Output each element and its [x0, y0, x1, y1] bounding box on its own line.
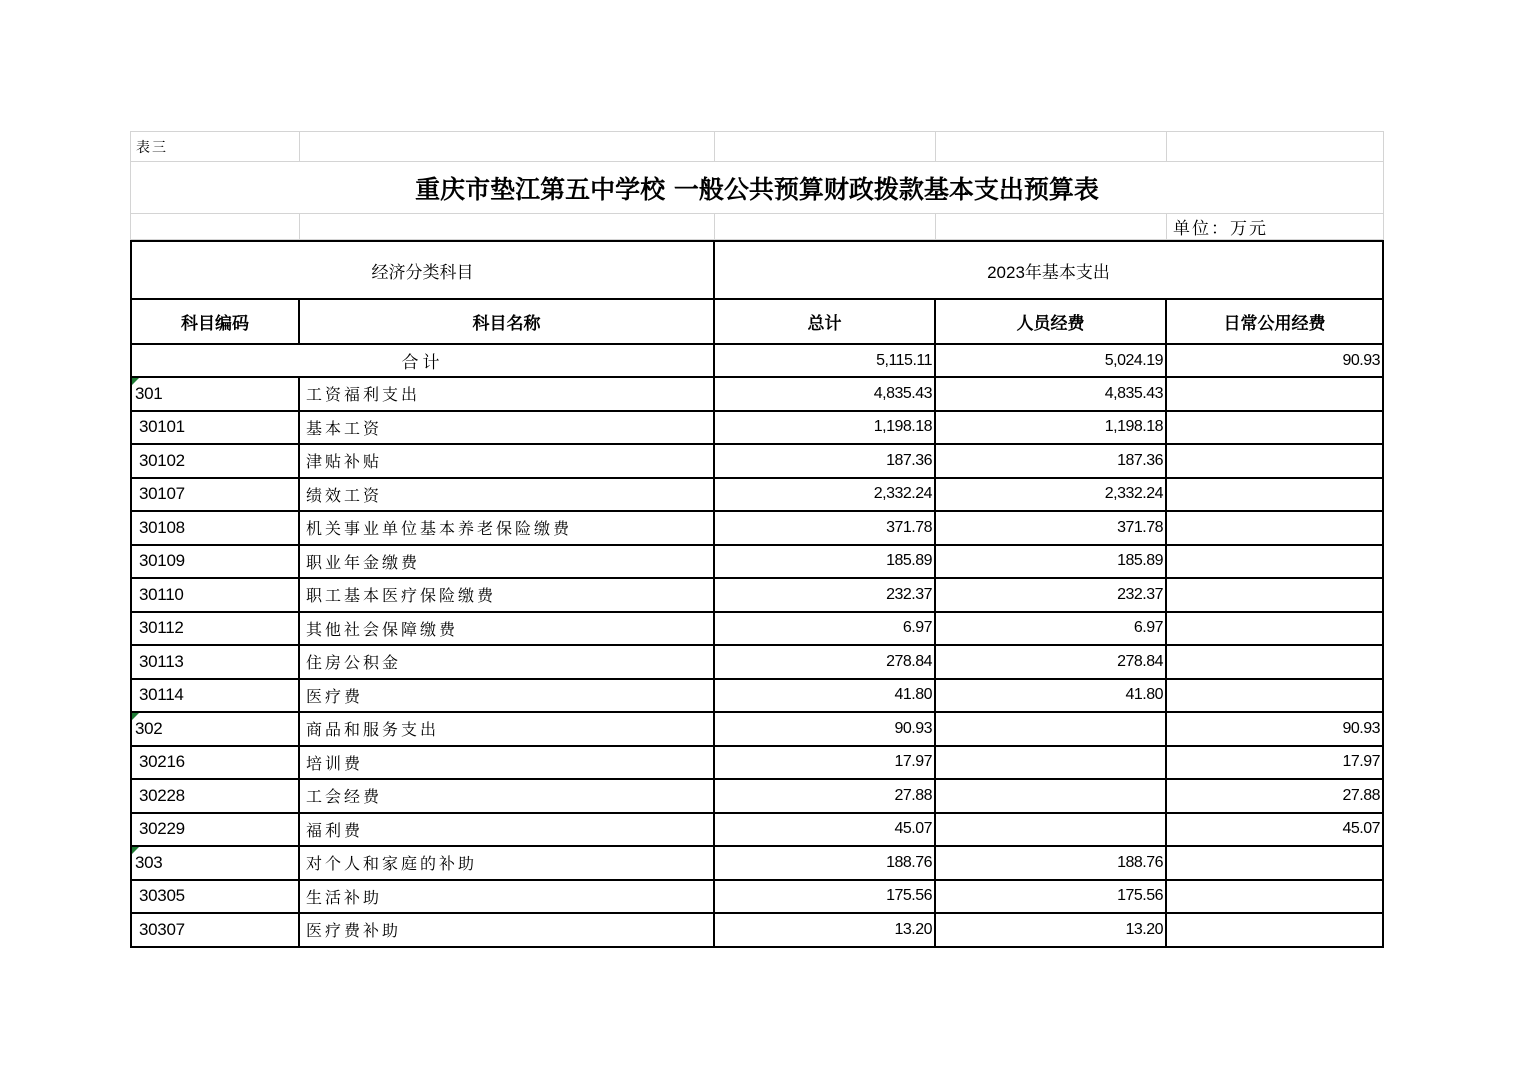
row-code: 30114: [130, 680, 300, 714]
table-label: 表三: [130, 132, 300, 162]
row-code: 30229: [130, 814, 300, 848]
cell-note-marker: [132, 378, 139, 385]
row-public: [1167, 881, 1384, 915]
row-code: 303: [130, 847, 300, 881]
unit-label: 单位：万元: [1167, 214, 1384, 240]
econ-class-header: 经济分类科目: [130, 240, 715, 300]
row-total: 175.56: [715, 881, 936, 915]
row-total: 4,835.43: [715, 378, 936, 412]
page-title: 重庆市垫江第五中学校 一般公共预算财政拨款基本支出预算表: [130, 162, 1384, 214]
row-code: 30112: [130, 613, 300, 647]
row-public: [1167, 680, 1384, 714]
row-name: 生活补助: [300, 881, 715, 915]
total-personnel: 5,024.19: [936, 345, 1167, 378]
budget-sheet: [130, 131, 1384, 948]
row-personnel: 188.76: [936, 847, 1167, 881]
row-public: [1167, 579, 1384, 613]
row-personnel: [936, 814, 1167, 848]
row-public: [1167, 378, 1384, 412]
code-header: 科目编码: [130, 300, 300, 345]
row-personnel: 278.84: [936, 646, 1167, 680]
row-public: 45.07: [1167, 814, 1384, 848]
row-total: 13.20: [715, 914, 936, 948]
row-total: 1,198.18: [715, 412, 936, 446]
row-name: 福利费: [300, 814, 715, 848]
table-row: [130, 780, 1384, 814]
empty-cell: [715, 132, 936, 162]
row-total: 278.84: [715, 646, 936, 680]
row-personnel: 4,835.43: [936, 378, 1167, 412]
name-header: 科目名称: [300, 300, 715, 345]
row-total: 45.07: [715, 814, 936, 848]
public-header: 日常公用经费: [1167, 300, 1384, 345]
empty-cell: [715, 214, 936, 240]
row-total: 232.37: [715, 579, 936, 613]
row-code: 30305: [130, 881, 300, 915]
table-row: [130, 412, 1384, 446]
row-public: [1167, 445, 1384, 479]
cell-note-marker: [132, 713, 139, 720]
year-expense-header: 2023年基本支出: [715, 240, 1384, 300]
row-total: 185.89: [715, 546, 936, 580]
total-value: 5,115.11: [715, 345, 936, 378]
empty-cell: [936, 214, 1167, 240]
total-public: 90.93: [1167, 345, 1384, 378]
row-public: 17.97: [1167, 747, 1384, 781]
row-personnel: 2,332.24: [936, 479, 1167, 513]
empty-cell: [300, 214, 715, 240]
row-code: 30110: [130, 579, 300, 613]
row-public: [1167, 546, 1384, 580]
note-row: [130, 131, 1384, 162]
row-total: 17.97: [715, 747, 936, 781]
row-code: 30109: [130, 546, 300, 580]
row-code: 30102: [130, 445, 300, 479]
data-rows: [130, 378, 1384, 948]
table-row: [130, 646, 1384, 680]
row-name: 对个人和家庭的补助: [300, 847, 715, 881]
row-personnel: 371.78: [936, 512, 1167, 546]
row-public: [1167, 847, 1384, 881]
row-code: 301: [130, 378, 300, 412]
empty-cell: [130, 214, 300, 240]
personnel-header: 人员经费: [936, 300, 1167, 345]
row-name: 职工基本医疗保险缴费: [300, 579, 715, 613]
unit-row: [130, 214, 1384, 240]
header-row-2: [130, 300, 1384, 345]
row-public: [1167, 914, 1384, 948]
row-personnel: 41.80: [936, 680, 1167, 714]
row-name: 其他社会保障缴费: [300, 613, 715, 647]
row-name: 医疗费补助: [300, 914, 715, 948]
row-code: 302: [130, 713, 300, 747]
row-total: 371.78: [715, 512, 936, 546]
total-label: 合计: [130, 345, 715, 378]
title-row: [130, 162, 1384, 214]
row-total: 2,332.24: [715, 479, 936, 513]
row-code: 30228: [130, 780, 300, 814]
row-total: 188.76: [715, 847, 936, 881]
row-personnel: [936, 780, 1167, 814]
row-name: 培训费: [300, 747, 715, 781]
row-name: 商品和服务支出: [300, 713, 715, 747]
row-name: 工会经费: [300, 780, 715, 814]
table-row: [130, 579, 1384, 613]
row-total: 187.36: [715, 445, 936, 479]
table-row: [130, 378, 1384, 412]
table-row: [130, 814, 1384, 848]
row-code: 30101: [130, 412, 300, 446]
table-row: [130, 680, 1384, 714]
empty-cell: [936, 132, 1167, 162]
row-total: 27.88: [715, 780, 936, 814]
row-personnel: [936, 747, 1167, 781]
table-row: [130, 445, 1384, 479]
table-row: [130, 479, 1384, 513]
table-row: [130, 914, 1384, 948]
row-code: 30108: [130, 512, 300, 546]
empty-cell: [1167, 132, 1384, 162]
row-public: [1167, 646, 1384, 680]
row-name: 职业年金缴费: [300, 546, 715, 580]
table-row: [130, 613, 1384, 647]
cell-note-marker: [132, 847, 139, 854]
row-public: 27.88: [1167, 780, 1384, 814]
row-code: 30107: [130, 479, 300, 513]
empty-cell: [300, 132, 715, 162]
row-total: 6.97: [715, 613, 936, 647]
row-total: 90.93: [715, 713, 936, 747]
row-personnel: 175.56: [936, 881, 1167, 915]
row-public: [1167, 412, 1384, 446]
row-public: [1167, 479, 1384, 513]
table-row: [130, 847, 1384, 881]
row-personnel: 185.89: [936, 546, 1167, 580]
table-row: [130, 881, 1384, 915]
table-row: [130, 713, 1384, 747]
total-row: [130, 345, 1384, 378]
total-header: 总计: [715, 300, 936, 345]
row-personnel: 232.37: [936, 579, 1167, 613]
row-code: 30307: [130, 914, 300, 948]
row-total: 41.80: [715, 680, 936, 714]
row-personnel: 1,198.18: [936, 412, 1167, 446]
row-name: 医疗费: [300, 680, 715, 714]
row-code: 30216: [130, 747, 300, 781]
row-public: 90.93: [1167, 713, 1384, 747]
row-name: 机关事业单位基本养老保险缴费: [300, 512, 715, 546]
row-code: 30113: [130, 646, 300, 680]
header-row-1: [130, 240, 1384, 300]
row-public: [1167, 613, 1384, 647]
row-name: 绩效工资: [300, 479, 715, 513]
row-name: 工资福利支出: [300, 378, 715, 412]
table-row: [130, 512, 1384, 546]
row-name: 津贴补贴: [300, 445, 715, 479]
table-row: [130, 747, 1384, 781]
row-personnel: 6.97: [936, 613, 1167, 647]
row-name: 基本工资: [300, 412, 715, 446]
row-personnel: 13.20: [936, 914, 1167, 948]
row-personnel: 187.36: [936, 445, 1167, 479]
row-public: [1167, 512, 1384, 546]
row-personnel: [936, 713, 1167, 747]
table-row: [130, 546, 1384, 580]
row-name: 住房公积金: [300, 646, 715, 680]
